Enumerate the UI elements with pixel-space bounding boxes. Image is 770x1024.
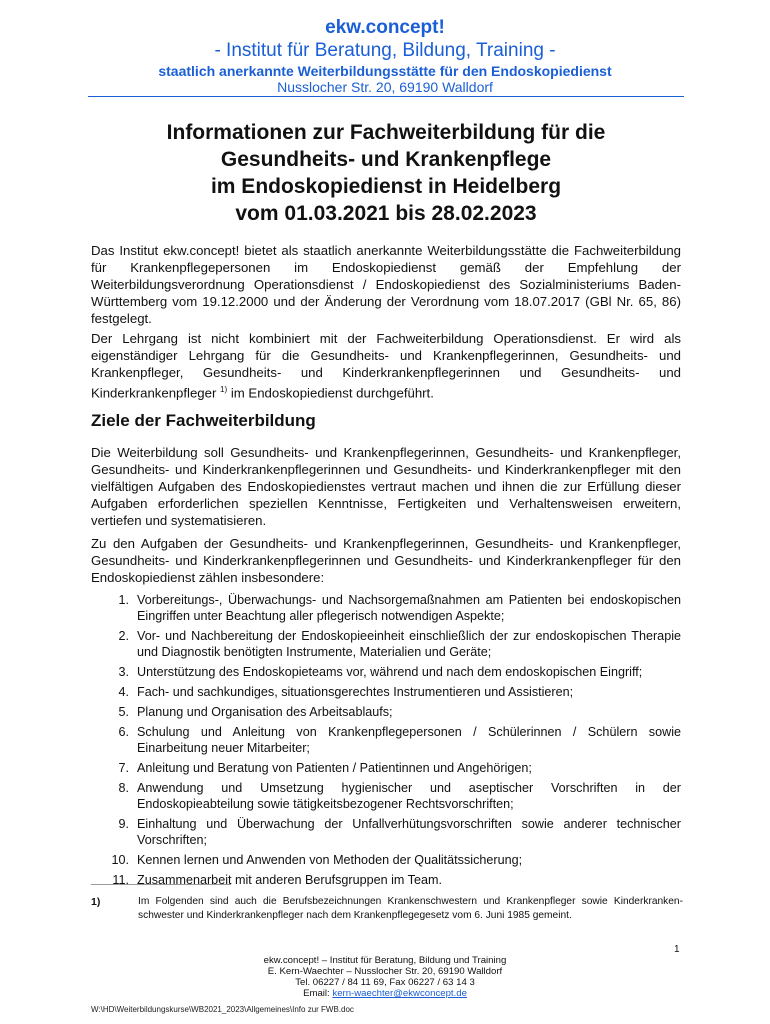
intro-paragraph-2: [91, 330, 681, 401]
org-subtitle: - Institut für Beratung, Bildung, Training -: [214, 40, 556, 61]
list-item-text: Planung und Organisation des Arbeitsablaufs;: [137, 705, 393, 719]
list-item-text: Kennen lernen und Anwenden von Methoden der Qualitätssicherung;: [137, 853, 523, 867]
list-item: [91, 664, 681, 680]
footer-line-4: [0, 988, 770, 999]
list-item-text: Vor- und Nachbereitung der Endoskopieeinheit einschließlich der zur endoskopischen Therapie und Diagnostik benötigten Instrumente, Materialien und Geräte;: [137, 629, 681, 659]
list-item-text: Anwendung und Umsetzung hygienischer und aseptischer Vorschriften in der Endoskopieabteilung sowie tätigkeitsbezogener Rechtsvorschriften;: [137, 781, 681, 811]
org-name: ekw.concept!: [325, 17, 445, 38]
list-item: [91, 872, 681, 888]
org-address: Nusslocher Str. 20, 69190 Walldorf: [277, 79, 493, 95]
list-item-text: Fach- und sachkundiges, situationsgerechtes Instrumentieren und Assistieren;: [137, 685, 574, 699]
page-number: 1: [674, 944, 680, 955]
section-paragraph-2: Zu den Aufgaben der Gesundheits- und Krankenpflegerinnen, Gesundheits- und Krankenpfleger, Gesundheits- und Kinderkrankenpflegerinnen und Gesundheits- und Kinderkrankenpfleger für den Endoskopiedienst zählen insbesondere:: [91, 536, 681, 585]
list-item-text: Schulung und Anleitung von Krankenpflegepersonen / Schülerinnen / Schülern sowie Einarbeitung neuer Mitarbeiter;: [137, 725, 681, 755]
footer-email-link[interactable]: kern-waechter@ekwconcept.de: [332, 988, 467, 999]
list-item-number: 1.: [118, 593, 129, 607]
title-line-4: vom 01.03.2021 bis 28.02.2023: [235, 202, 537, 225]
list-item: [91, 704, 681, 720]
list-item-number: 2.: [118, 629, 129, 643]
list-item: [91, 628, 681, 660]
title-line-1: Informationen zur Fachweiterbildung für die: [166, 121, 606, 144]
list-item-text: Einhaltung und Überwachung der Unfallverhütungsvorschriften sowie anderer technischer Vorschriften;: [137, 817, 681, 847]
list-item: [91, 592, 681, 624]
list-item-number: 8.: [118, 781, 129, 795]
list-item-number: 4.: [118, 685, 129, 699]
list-item-text: Unterstützung des Endoskopieteams vor, während und nach dem endoskopischen Eingriff;: [137, 665, 643, 679]
footnote-reference: 1): [220, 385, 228, 394]
list-item: [91, 724, 681, 756]
header-divider: [88, 96, 684, 97]
list-item-number: 7.: [118, 761, 129, 775]
footnote-mark: 1): [91, 896, 101, 908]
list-item-number: 10.: [111, 853, 129, 867]
file-path: W:\HD\Weiterbildungskurse\WB2021_2023\Allgemeines\Info zur FWB.doc: [91, 1005, 354, 1014]
list-item-number: 3.: [118, 665, 129, 679]
task-list: [91, 592, 681, 892]
list-item: [91, 684, 681, 700]
list-item: [91, 816, 681, 848]
footer-line-1: ekw.concept! – Institut für Beratung, Bildung und Training: [263, 955, 507, 966]
footer-email-label: Email:: [303, 988, 330, 999]
list-item-number: 6.: [118, 725, 129, 739]
list-item-number: 9.: [118, 817, 129, 831]
footer-line-2: E. Kern-Waechter – Nusslocher Str. 20, 69190 Walldorf: [267, 966, 503, 977]
title-line-2: Gesundheits- und Krankenpflege: [220, 148, 552, 171]
list-item: [91, 760, 681, 776]
list-item-number: 11.: [112, 873, 129, 887]
footnote-divider: [91, 884, 231, 885]
accreditation-line: staatlich anerkannte Weiterbildungsstätte für den Endoskopiedienst: [158, 63, 612, 79]
list-item-text: Anleitung und Beratung von Patienten / Patientinnen und Angehörigen;: [137, 761, 532, 775]
intro-paragraph-1: Das Institut ekw.concept! bietet als staatlich anerkannte Weiterbildungsstätte die Fachweiterbildung für Krankenpflegepersonen im Endoskopiedienst gemäß der Empfehlung der Weiterbildungsverordnung Operationsdienst / Endoskopiedienst des Sozialministeriums Baden-Württemberg vom 19.12.2000 und der Änderung der Verordnung vom 18.07.2017 (GBl Nr. 65, 86) festgelegt.: [91, 243, 681, 326]
list-item-number: 5.: [118, 705, 129, 719]
list-item-text: Vorbereitungs-, Überwachungs- und Nachsorgemaßnahmen am Patienten bei endoskopischen Eingriffen unter Beachtung aller pflegerisch notwendigen Aspekte;: [137, 593, 681, 623]
document-title: [88, 119, 684, 227]
intro-p2-end: im Endoskopiedienst durchgeführt.: [230, 385, 434, 401]
footnote-text: Im Folgenden sind auch die Berufsbezeichnungen Krankenschwestern und Krankenpfleger sowie Kinderkranken-schwester und Kinderkrankenpfleger nach dem Krankenpflegegesetz vom 6. Juni 1985 gemeint.: [138, 896, 683, 921]
list-item: [91, 780, 681, 812]
title-line-3: im Endoskopiedienst in Heidelberg: [210, 175, 562, 198]
page-footer: [0, 955, 770, 999]
section-heading: Ziele der Fachweiterbildung: [91, 411, 316, 430]
intro-p2-text: Der Lehrgang ist nicht kombiniert mit der Fachweiterbildung Operationsdienst. Er wird als eigenständiger Lehrgang für die Gesundheits- und Krankenpflegerinnen, Gesundheits- und Krankenpfleger, Gesundheits- und Kinderkrankenpflegerinnen und Gesundheits- und Kinderkrankenpfleger: [91, 331, 681, 401]
list-item: [91, 852, 681, 868]
footer-line-3: Tel. 06227 / 84 11 69, Fax 06227 / 63 14 3: [295, 977, 475, 988]
list-item-text: Zusammenarbeit mit anderen Berufsgruppen im Team.: [137, 873, 442, 887]
section-paragraph-1: Die Weiterbildung soll Gesundheits- und Krankenpflegerinnen, Gesundheits- und Krankenpfleger, Gesundheits- und Kinderkrankenpflegerinnen und Gesundheits- und Kinderkrankenpfleger mit den vielfältigen Aufgaben des Endoskopiedienstes vertraut machen und ihnen die zur Erfüllung dieser Aufgaben erforderlichen speziellen Kenntnisse, Fertigkeiten und Verhaltensweisen erweitern, vertiefen und systematisieren.: [91, 445, 681, 528]
